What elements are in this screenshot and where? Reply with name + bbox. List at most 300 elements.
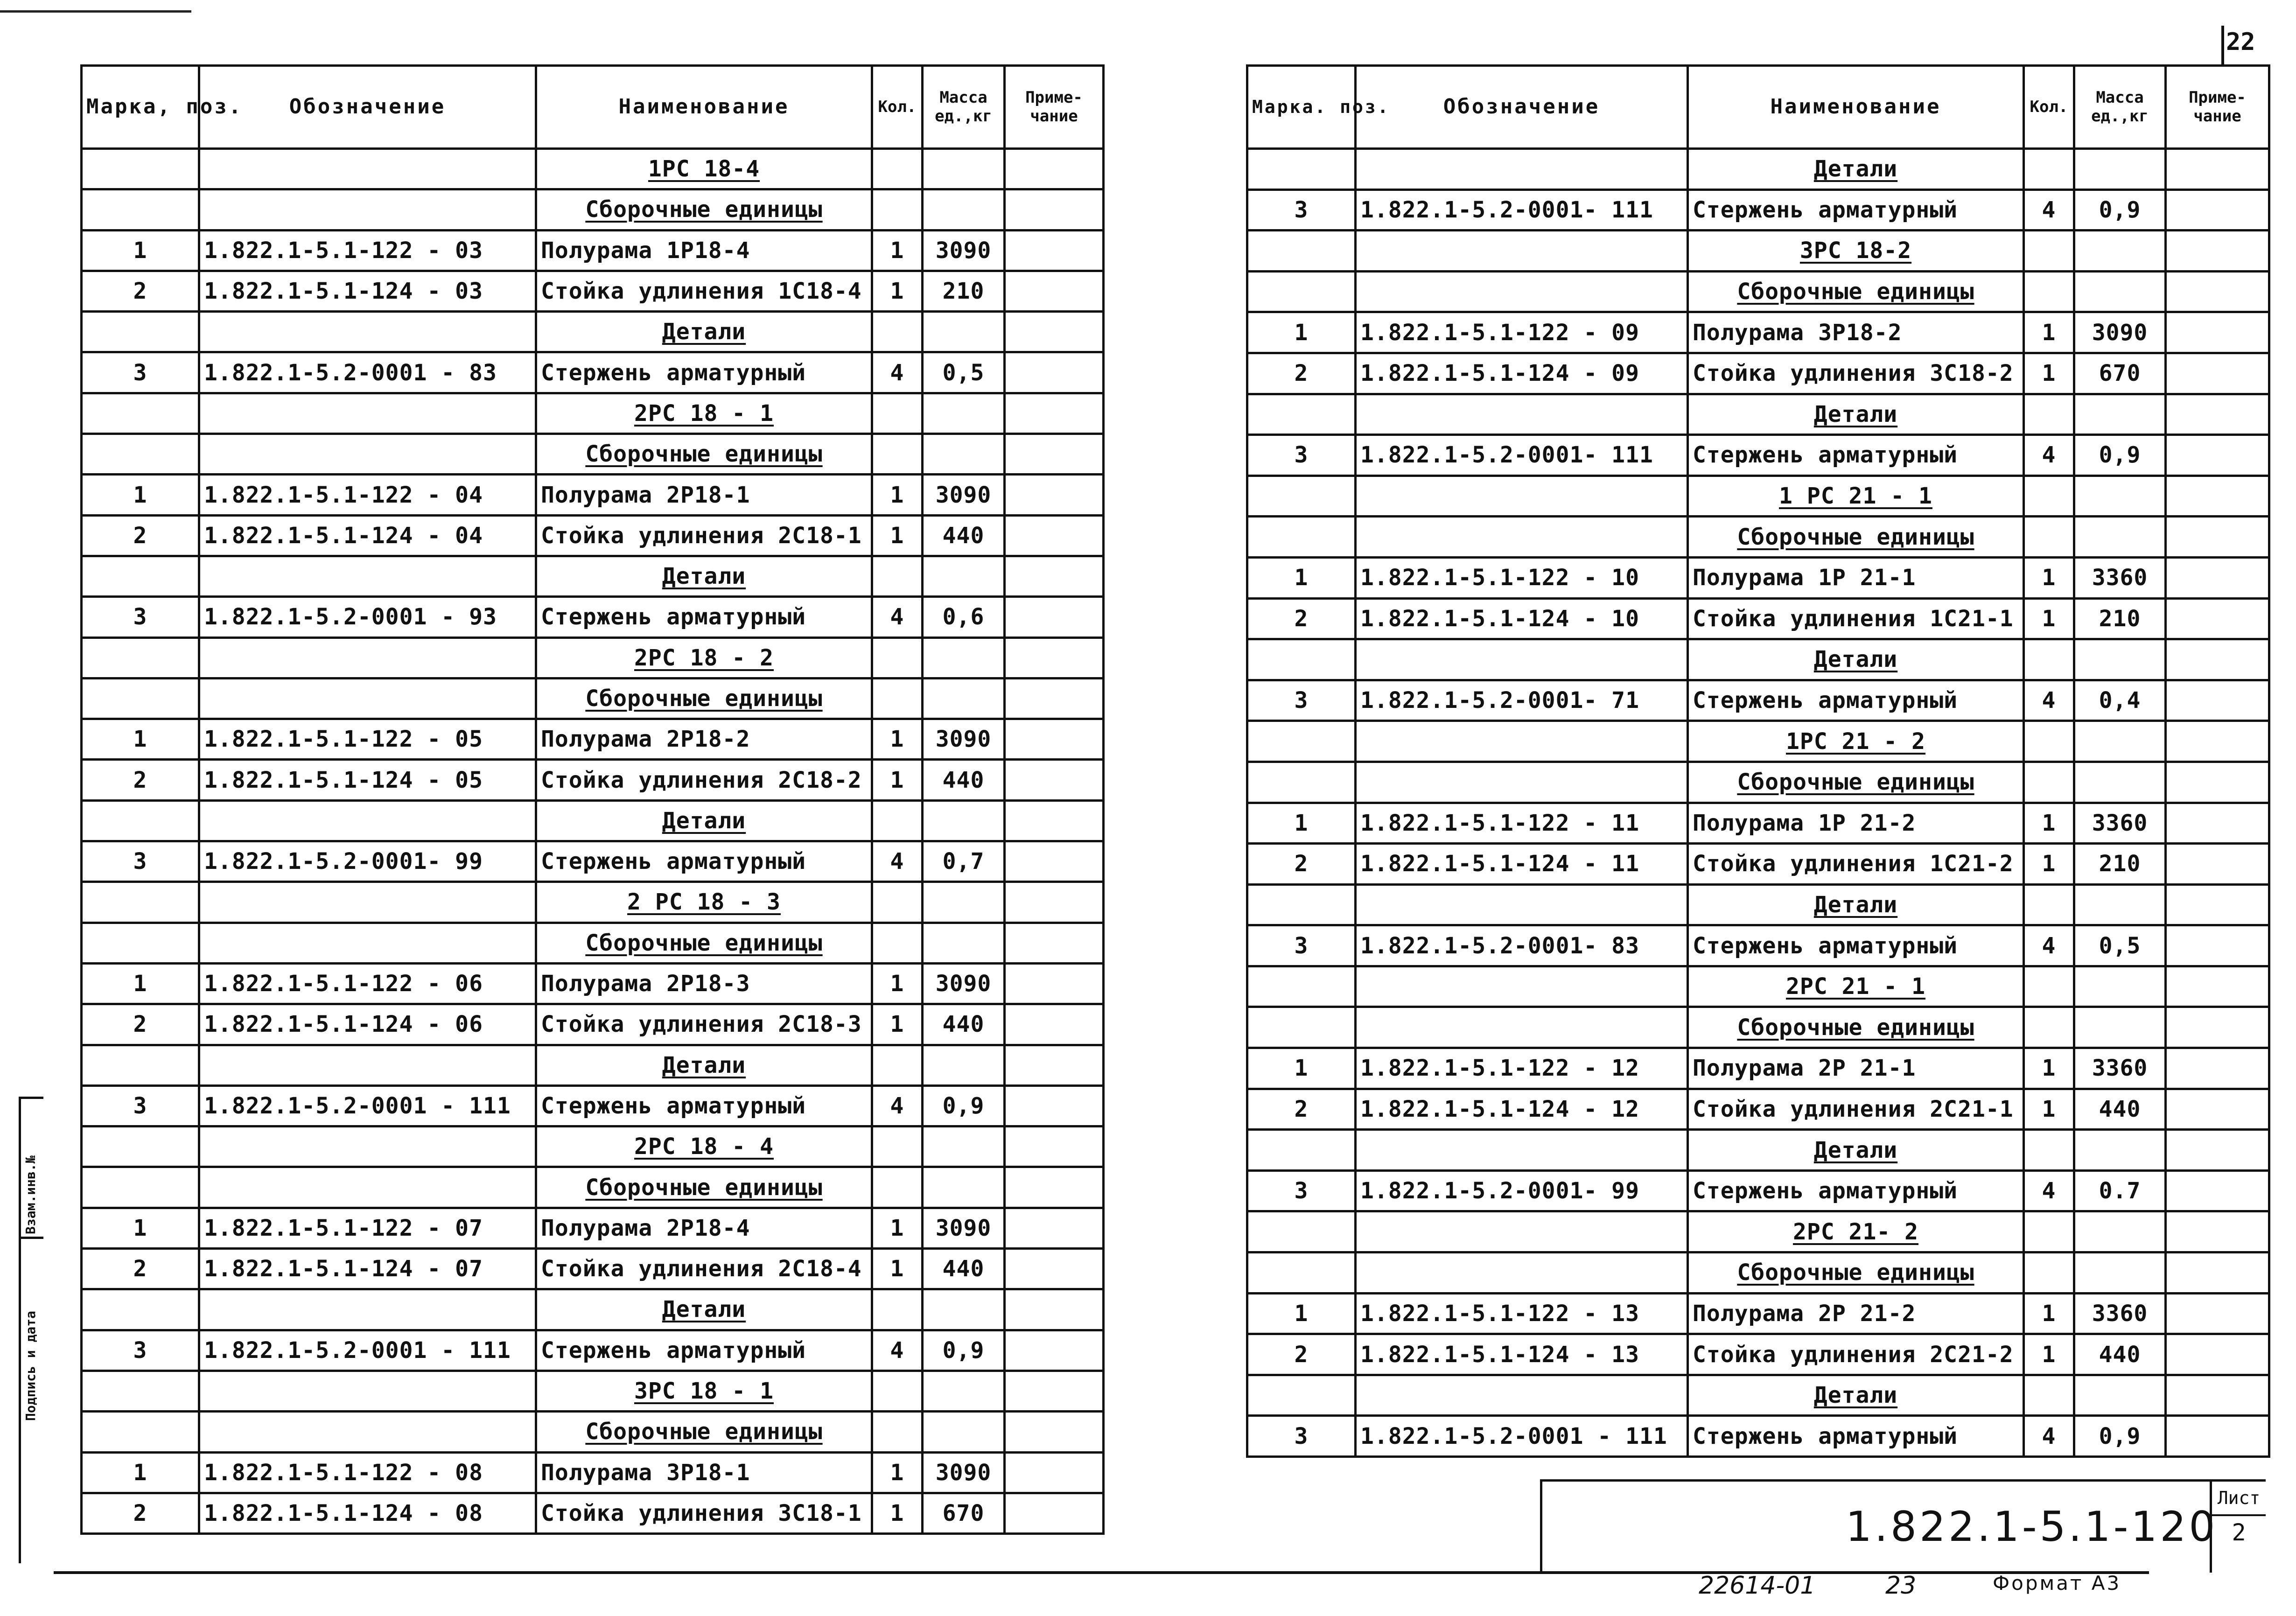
- margin-cell-sign: [21, 1237, 43, 1426]
- pos-cell-empty: [82, 1167, 199, 1208]
- note-cell: [1005, 719, 1104, 760]
- qty-cell-empty: [2024, 1007, 2074, 1048]
- qty-cell-empty: [872, 1045, 923, 1085]
- note-cell-empty: [2166, 1211, 2269, 1252]
- name-cell: Полурама 1Р 21-2: [1688, 803, 2024, 844]
- margin-label-inv: Взам.инв.№: [23, 1155, 38, 1234]
- table-row: [1247, 803, 2269, 844]
- section-title-text: 1РС 21 - 2: [1786, 728, 1925, 755]
- section-title-text: Детали: [1813, 891, 1898, 918]
- designation-cell: 1.822.1-5.1-124 - 05: [199, 760, 536, 800]
- section-row: [82, 637, 1104, 678]
- qty-cell-empty: [872, 923, 923, 963]
- section-title: [536, 678, 872, 719]
- section-row: [1247, 762, 2269, 803]
- designation-cell: 1.822.1-5.1-124 - 04: [199, 515, 536, 556]
- position-cell: 3: [1247, 925, 1356, 966]
- code-cell-empty: [199, 1289, 536, 1330]
- note-cell: [1005, 1452, 1104, 1493]
- name-cell: Полурама 1Р 21-1: [1688, 557, 2024, 598]
- mass-cell-empty: [2074, 721, 2166, 762]
- mass-cell-empty: [923, 1167, 1005, 1208]
- note-cell-empty: [1005, 556, 1104, 596]
- note-cell-empty: [1005, 678, 1104, 719]
- name-cell: Полурама 3Р18-2: [1688, 312, 2024, 353]
- section-row: [1247, 966, 2269, 1007]
- code-cell-empty: [199, 189, 536, 230]
- code-cell-empty: [199, 1126, 536, 1167]
- position-cell: 2: [82, 760, 199, 800]
- name-cell: Стержень арматурный: [536, 352, 872, 393]
- position-cell: 2: [1247, 598, 1356, 639]
- pos-cell-empty: [1247, 1211, 1356, 1252]
- section-title: [536, 1289, 872, 1330]
- note-cell: [1005, 475, 1104, 515]
- quantity-cell: 4: [2024, 1170, 2074, 1211]
- section-row: [82, 312, 1104, 352]
- pos-cell-empty: [82, 434, 199, 475]
- qty-cell-empty: [872, 1167, 923, 1208]
- qty-cell-empty: [2024, 1211, 2074, 1252]
- note-cell: [2166, 844, 2269, 885]
- quantity-cell: 1: [872, 1004, 923, 1045]
- qty-cell-empty: [2024, 149, 2074, 190]
- mass-cell-empty: [923, 1371, 1005, 1411]
- qty-cell-empty: [2024, 639, 2074, 680]
- section-title: [536, 556, 872, 596]
- table-row: [82, 230, 1104, 271]
- qty-cell-empty: [2024, 966, 2074, 1007]
- note-cell: [2166, 1048, 2269, 1089]
- binding-margin: [19, 1097, 43, 1563]
- position-cell: 2: [82, 1249, 199, 1289]
- note-cell-empty: [2166, 1130, 2269, 1171]
- designation-cell: 1.822.1-5.1-122 - 05: [199, 719, 536, 760]
- mass-cell-empty: [923, 1412, 1005, 1452]
- section-title: [536, 149, 872, 189]
- pos-cell-empty: [82, 678, 199, 719]
- designation-cell: 1.822.1-5.1-124 - 11: [1356, 844, 1688, 885]
- designation-cell: 1.822.1-5.1-122 - 09: [1356, 312, 1688, 353]
- name-cell: Стержень арматурный: [1688, 925, 2024, 966]
- table-row: [82, 475, 1104, 515]
- note-cell-empty: [1005, 1126, 1104, 1167]
- table-row: [82, 1004, 1104, 1045]
- table-row: [1247, 1048, 2269, 1089]
- position-cell: 1: [82, 230, 199, 271]
- section-row: [82, 882, 1104, 923]
- name-cell: Стержень арматурный: [1688, 680, 2024, 721]
- note-cell: [2166, 598, 2269, 639]
- mass-cell-empty: [2074, 884, 2166, 925]
- position-cell: 1: [1247, 557, 1356, 598]
- note-cell: [1005, 760, 1104, 800]
- note-cell-empty: [2166, 231, 2269, 272]
- table-row: [82, 1493, 1104, 1533]
- mass-cell: 3090: [923, 230, 1005, 271]
- note-cell: [2166, 312, 2269, 353]
- qty-cell-empty: [2024, 762, 2074, 803]
- section-title-text: Детали: [662, 807, 746, 834]
- position-cell: 3: [1247, 435, 1356, 476]
- mass-cell: 3090: [2074, 312, 2166, 353]
- section-title-text: Сборочные единицы: [585, 1419, 823, 1445]
- name-cell: Полурама 2Р18-1: [536, 475, 872, 515]
- header-note: Приме-чание: [2166, 66, 2269, 149]
- note-cell: [1005, 963, 1104, 1004]
- qty-cell-empty: [872, 1412, 923, 1452]
- designation-cell: 1.822.1-5.1-124 - 12: [1356, 1089, 1688, 1130]
- quantity-cell: 4: [872, 841, 923, 882]
- section-title: [1688, 271, 2024, 312]
- position-cell: 2: [1247, 844, 1356, 885]
- designation-cell: 1.822.1-5.1-122 - 11: [1356, 803, 1688, 844]
- section-row: [82, 189, 1104, 230]
- sheet-value: 2: [2232, 1519, 2246, 1546]
- section-row: [82, 1412, 1104, 1452]
- quantity-cell: 4: [2024, 925, 2074, 966]
- qty-cell-empty: [872, 1289, 923, 1330]
- section-row: [82, 434, 1104, 475]
- table-row: [82, 1452, 1104, 1493]
- section-title-text: Детали: [662, 1052, 746, 1078]
- section-title-text: Детали: [662, 563, 746, 590]
- table-row: [82, 271, 1104, 311]
- quantity-cell: 1: [2024, 1089, 2074, 1130]
- mass-cell: 0,4: [2074, 680, 2166, 721]
- qty-cell-empty: [872, 678, 923, 719]
- section-title-text: Детали: [662, 1296, 746, 1323]
- name-cell: Стойка удлинения 3С18-2: [1688, 353, 2024, 394]
- quantity-cell: 1: [2024, 803, 2074, 844]
- mass-cell: 3360: [2074, 557, 2166, 598]
- quantity-cell: 4: [872, 1085, 923, 1126]
- note-cell-empty: [2166, 149, 2269, 190]
- designation-cell: 1.822.1-5.1-122 - 08: [199, 1452, 536, 1493]
- section-row: [1247, 149, 2269, 190]
- section-title: [536, 312, 872, 352]
- section-title-text: Детали: [662, 319, 746, 345]
- mass-cell-empty: [923, 800, 1005, 841]
- name-cell: Стержень арматурный: [1688, 1170, 2024, 1211]
- note-cell: [2166, 557, 2269, 598]
- pos-cell-empty: [82, 312, 199, 352]
- section-title: [1688, 476, 2024, 517]
- header-row: [82, 66, 1104, 149]
- mass-cell: 0,7: [923, 841, 1005, 882]
- pos-cell-empty: [82, 882, 199, 923]
- qty-cell-empty: [872, 556, 923, 596]
- code-cell-empty: [1356, 271, 1688, 312]
- quantity-cell: 4: [2024, 189, 2074, 231]
- quantity-cell: 1: [2024, 598, 2074, 639]
- name-cell: Стойка удлинения 2С18-1: [536, 515, 872, 556]
- quantity-cell: 1: [872, 1493, 923, 1533]
- table-row: [82, 1085, 1104, 1126]
- note-cell-empty: [1005, 434, 1104, 475]
- qty-cell-empty: [872, 189, 923, 230]
- code-cell-empty: [1356, 884, 1688, 925]
- quantity-cell: 1: [872, 760, 923, 800]
- position-cell: 3: [82, 841, 199, 882]
- table-row: [1247, 1334, 2269, 1375]
- mass-cell-empty: [923, 393, 1005, 434]
- mass-cell-empty: [923, 434, 1005, 475]
- header-row: [1247, 66, 2269, 149]
- quantity-cell: 1: [872, 1452, 923, 1493]
- table-row: [1247, 1293, 2269, 1334]
- quantity-cell: 1: [872, 475, 923, 515]
- note-cell: [1005, 597, 1104, 637]
- pos-cell-empty: [1247, 231, 1356, 272]
- note-cell-empty: [1005, 1289, 1104, 1330]
- note-cell-empty: [2166, 721, 2269, 762]
- mass-cell: 440: [923, 1004, 1005, 1045]
- footer-doc-number: 22614-01: [1699, 1572, 1816, 1600]
- note-cell: [2166, 803, 2269, 844]
- pos-cell-empty: [1247, 966, 1356, 1007]
- note-cell: [1005, 515, 1104, 556]
- mass-cell-empty: [923, 149, 1005, 189]
- header-qty: Кол.: [872, 66, 923, 149]
- position-cell: 2: [82, 1004, 199, 1045]
- header-name: Наименование: [536, 66, 872, 149]
- name-cell: Стойка удлинения 2С18-3: [536, 1004, 872, 1045]
- position-cell: 3: [1247, 1170, 1356, 1211]
- margin-cell-inv: [21, 1097, 43, 1239]
- pos-cell-empty: [82, 1371, 199, 1411]
- note-cell-empty: [2166, 1252, 2269, 1294]
- qty-cell-empty: [2024, 884, 2074, 925]
- section-title-text: Сборочные единицы: [1737, 524, 1974, 550]
- pos-cell-empty: [1247, 1252, 1356, 1294]
- pos-cell-empty: [1247, 1375, 1356, 1416]
- designation-cell: 1.822.1-5.2-0001- 83: [1356, 925, 1688, 966]
- quantity-cell: 4: [872, 597, 923, 637]
- pos-cell-empty: [1247, 639, 1356, 680]
- note-cell: [2166, 435, 2269, 476]
- mass-cell-empty: [2074, 1007, 2166, 1048]
- position-cell: 3: [82, 1085, 199, 1126]
- specification-table-left: [80, 64, 1105, 1535]
- pos-cell-empty: [1247, 149, 1356, 190]
- name-cell: Стойка удлинения 1С21-1: [1688, 598, 2024, 639]
- position-cell: 3: [1247, 680, 1356, 721]
- position-cell: 3: [82, 1330, 199, 1371]
- section-title: [1688, 1007, 2024, 1048]
- pos-cell-empty: [1247, 394, 1356, 435]
- note-cell-empty: [2166, 966, 2269, 1007]
- code-cell-empty: [1356, 762, 1688, 803]
- code-cell-empty: [199, 1167, 536, 1208]
- section-title-text: Сборочные единицы: [1737, 1259, 1974, 1286]
- section-title-text: Детали: [1813, 401, 1898, 427]
- note-cell: [1005, 271, 1104, 311]
- qty-cell-empty: [2024, 1252, 2074, 1294]
- table-row: [1247, 189, 2269, 231]
- code-cell-empty: [1356, 149, 1688, 190]
- mass-cell-empty: [2074, 1375, 2166, 1416]
- mass-cell: 670: [2074, 353, 2166, 394]
- position-cell: 1: [82, 963, 199, 1004]
- pos-cell-empty: [82, 189, 199, 230]
- section-title: [536, 637, 872, 678]
- mass-cell-empty: [923, 1045, 1005, 1085]
- table-row: [82, 1330, 1104, 1371]
- section-title: [536, 923, 872, 963]
- position-cell: 3: [82, 597, 199, 637]
- section-title-text: Сборочные единицы: [1737, 279, 1974, 305]
- qty-cell-empty: [2024, 517, 2074, 558]
- mass-cell: 3360: [2074, 1048, 2166, 1089]
- section-title: [1688, 394, 2024, 435]
- name-cell: Стержень арматурный: [536, 1330, 872, 1371]
- code-cell-empty: [199, 1371, 536, 1411]
- section-row: [1247, 231, 2269, 272]
- position-cell: 1: [1247, 803, 1356, 844]
- note-cell-empty: [1005, 189, 1104, 230]
- position-cell: 3: [1247, 189, 1356, 231]
- code-cell-empty: [199, 1412, 536, 1452]
- mass-cell-empty: [923, 189, 1005, 230]
- note-cell-empty: [1005, 1045, 1104, 1085]
- mass-cell: 3090: [923, 963, 1005, 1004]
- mass-cell: 3360: [2074, 1293, 2166, 1334]
- section-row: [82, 1045, 1104, 1085]
- mass-cell-empty: [2074, 639, 2166, 680]
- quantity-cell: 1: [2024, 1048, 2074, 1089]
- name-cell: Полурама 2Р18-4: [536, 1208, 872, 1248]
- mass-cell: 440: [923, 515, 1005, 556]
- sheet-number-rule: [2221, 26, 2224, 65]
- quantity-cell: 1: [872, 1249, 923, 1289]
- note-cell: [2166, 353, 2269, 394]
- designation-cell: 1.822.1-5.1-124 - 03: [199, 271, 536, 311]
- section-row: [82, 556, 1104, 596]
- qty-cell-empty: [2024, 1375, 2074, 1416]
- section-title: [1688, 762, 2024, 803]
- table-row: [1247, 312, 2269, 353]
- section-title: [1688, 639, 2024, 680]
- section-title: [1688, 149, 2024, 190]
- code-cell-empty: [1356, 1007, 1688, 1048]
- quantity-cell: 4: [2024, 680, 2074, 721]
- top-rule: [0, 10, 191, 13]
- table-row: [1247, 1089, 2269, 1130]
- position-cell: 1: [1247, 1293, 1356, 1334]
- section-row: [1247, 639, 2269, 680]
- quantity-cell: 1: [2024, 557, 2074, 598]
- code-cell-empty: [199, 312, 536, 352]
- section-title: [1688, 721, 2024, 762]
- bottom-rule: [54, 1571, 2149, 1574]
- code-cell-empty: [199, 434, 536, 475]
- table-row: [1247, 1416, 2269, 1457]
- header-qty: Кол.: [2024, 66, 2074, 149]
- note-cell: [2166, 680, 2269, 721]
- mass-cell: 0,9: [2074, 435, 2166, 476]
- section-title-text: Сборочные единицы: [585, 1174, 823, 1201]
- mass-cell: 3090: [923, 1452, 1005, 1493]
- pos-cell-empty: [1247, 1130, 1356, 1171]
- pos-cell-empty: [82, 556, 199, 596]
- section-row: [1247, 884, 2269, 925]
- note-cell: [2166, 1416, 2269, 1457]
- mass-cell-empty: [2074, 149, 2166, 190]
- designation-cell: 1.822.1-5.2-0001 - 111: [199, 1330, 536, 1371]
- note-cell: [2166, 1334, 2269, 1375]
- position-cell: 1: [82, 1208, 199, 1248]
- section-title: [536, 434, 872, 475]
- note-cell-empty: [1005, 882, 1104, 923]
- name-cell: Стержень арматурный: [1688, 189, 2024, 231]
- code-cell-empty: [199, 556, 536, 596]
- section-title-text: Сборочные единицы: [585, 441, 823, 468]
- name-cell: Стойка удлинения 2С21-2: [1688, 1334, 2024, 1375]
- mass-cell: 0,9: [2074, 1416, 2166, 1457]
- mass-cell-empty: [923, 882, 1005, 923]
- mass-cell: 3090: [923, 475, 1005, 515]
- name-cell: Полурама 2Р 21-1: [1688, 1048, 2024, 1089]
- note-cell-empty: [1005, 1167, 1104, 1208]
- pos-cell-empty: [1247, 517, 1356, 558]
- designation-cell: 1.822.1-5.2-0001 - 111: [1356, 1416, 1688, 1457]
- note-cell-empty: [1005, 149, 1104, 189]
- qty-cell-empty: [872, 1371, 923, 1411]
- section-row: [1247, 721, 2269, 762]
- section-title-text: 2РС 18 - 4: [634, 1133, 774, 1160]
- quantity-cell: 1: [872, 1208, 923, 1248]
- section-title: [1688, 966, 2024, 1007]
- designation-cell: 1.822.1-5.2-0001- 111: [1356, 435, 1688, 476]
- position-cell: 1: [1247, 1048, 1356, 1089]
- quantity-cell: 4: [2024, 435, 2074, 476]
- pos-cell-empty: [82, 1126, 199, 1167]
- note-cell: [1005, 1249, 1104, 1289]
- name-cell: Стойка удлинения 3С18-1: [536, 1493, 872, 1533]
- code-cell-empty: [199, 923, 536, 963]
- pos-cell-empty: [1247, 271, 1356, 312]
- code-cell-empty: [199, 800, 536, 841]
- name-cell: Стойка удлинения 2С18-4: [536, 1249, 872, 1289]
- note-cell: [1005, 230, 1104, 271]
- section-title-text: 2 РС 18 - 3: [627, 889, 781, 916]
- section-title-text: Сборочные единицы: [585, 196, 823, 223]
- position-cell: 1: [82, 1452, 199, 1493]
- mass-cell-empty: [2074, 762, 2166, 803]
- table-row: [1247, 680, 2269, 721]
- position-cell: 2: [82, 271, 199, 311]
- table-row: [82, 841, 1104, 882]
- note-cell-empty: [2166, 476, 2269, 517]
- section-title: [1688, 517, 2024, 558]
- designation-cell: 1.822.1-5.1-124 - 07: [199, 1249, 536, 1289]
- mass-cell-empty: [2074, 476, 2166, 517]
- header-mass: Масса ед.,кг: [923, 66, 1005, 149]
- code-cell-empty: [1356, 476, 1688, 517]
- section-title: [536, 882, 872, 923]
- section-row: [82, 800, 1104, 841]
- code-cell-empty: [1356, 639, 1688, 680]
- sheet-label: Лист: [2212, 1482, 2266, 1516]
- table-row: [82, 719, 1104, 760]
- note-cell: [2166, 925, 2269, 966]
- mass-cell-empty: [2074, 1252, 2166, 1294]
- note-cell-empty: [2166, 1375, 2269, 1416]
- header-mark: Марка. поз.: [1247, 66, 1356, 149]
- section-title-text: 2РС 21- 2: [1792, 1218, 1919, 1245]
- mass-cell-empty: [2074, 394, 2166, 435]
